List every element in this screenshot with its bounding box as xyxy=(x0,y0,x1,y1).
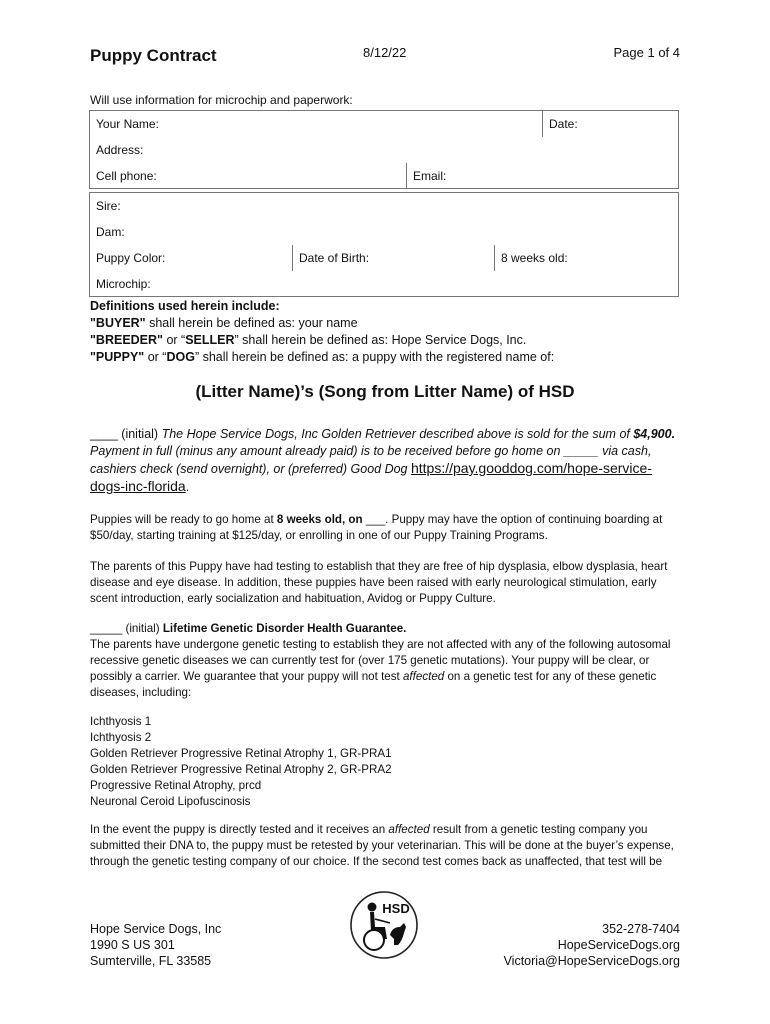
footer-address xyxy=(90,921,221,969)
contact-row xyxy=(90,163,678,189)
dam-field[interactable]: Dam: xyxy=(96,225,125,239)
eight-weeks-field[interactable]: 8 weeks old: xyxy=(501,251,568,265)
email-field[interactable]: Email: xyxy=(413,169,447,183)
dam-row xyxy=(90,219,678,245)
your-name-field[interactable]: Your Name: xyxy=(96,117,159,131)
sale-paragraph: ____ (initial) The Hope Service Dogs, Inc Golden Retriever described above is sold for the sum of $4,900. Payment in full (minus any amount already paid) is to be received before go home on _____ via cash, cashiers check (send overnight), or (preferred) Good Dog https://pay.gooddog.com/hope-service-dogs-inc-florida. xyxy=(90,427,676,494)
footer-phone: 352-278-7404 xyxy=(602,922,680,936)
definitions-section xyxy=(90,298,554,366)
date-field[interactable]: Date: xyxy=(549,117,578,131)
footer-city: Sumterville, FL 33585 xyxy=(90,954,212,968)
list-item: Ichthyosis 2 xyxy=(90,731,152,744)
intro-text: Will use information for microchip and paperwork: xyxy=(90,93,353,107)
hsd-logo-icon xyxy=(348,889,420,961)
definition-buyer: "BUYER" shall herein be defined as: your name xyxy=(90,316,358,330)
footer-website-link[interactable]: HopeServiceDogs.org xyxy=(557,938,680,952)
list-item: Golden Retriever Progressive Retinal Atrophy 2, GR-PRA2 xyxy=(90,763,392,776)
header-date: 8/12/22 xyxy=(363,45,407,60)
address-field[interactable]: Address: xyxy=(96,143,144,157)
footer-email-link[interactable]: Victoria@HopeServiceDogs.org xyxy=(503,954,680,968)
disease-list xyxy=(90,714,680,810)
retest-paragraph: In the event the puppy is directly tested and it receives an affected result from a genetic testing company you submitted their DNA to, the puppy must be retested by your veterinarian. This will be done at the buyer’s expense, through the genetic testing company of our choice. If the second test comes back as unaffected, that test will be xyxy=(90,823,674,868)
puppy-color-field[interactable]: Puppy Color: xyxy=(96,251,166,265)
list-item: Golden Retriever Progressive Retinal Atrophy 1, GR-PRA1 xyxy=(90,747,392,760)
footer-org: Hope Service Dogs, Inc xyxy=(90,922,222,936)
date-of-birth-field[interactable]: Date of Birth: xyxy=(299,251,370,265)
definitions-heading: Definitions used herein include: xyxy=(90,299,280,313)
buyer-info-box xyxy=(89,110,679,189)
puppy-details-row xyxy=(90,245,678,271)
microchip-field[interactable]: Microchip: xyxy=(96,277,151,291)
puppy-info-box xyxy=(89,192,679,297)
page-number: Page 1 of 4 xyxy=(613,45,680,60)
genetic-guarantee-heading: Lifetime Genetic Disorder Health Guarantee. xyxy=(162,622,407,635)
microchip-row xyxy=(90,271,678,297)
name-row xyxy=(90,111,678,137)
list-item: Neuronal Ceroid Lipofuscinosis xyxy=(90,795,251,808)
list-item: Progressive Retinal Atrophy, prcd xyxy=(90,779,262,792)
litter-name-heading: (Litter Name)’s (Song from Litter Name) of HSD xyxy=(195,382,575,401)
footer-contact xyxy=(504,921,680,969)
gooddog-payment-link[interactable]: https://pay.gooddog.com/hope-service-dogs-inc-florida xyxy=(90,460,652,494)
ready-paragraph: Puppies will be ready to go home at 8 weeks old, on ___. Puppy may have the option of continuing boarding at $50/day, starting training at $125/day, or enrolling in one of our Puppy Training Programs. xyxy=(90,513,663,542)
parents-paragraph: The parents of this Puppy have had testing to establish that they are free of hip dysplasia, elbow dysplasia, heart disease and eye disease. In addition, these puppies have been raised with early neurological stimulation, early scent introduction, early socialization and habituation, Avidog or Puppy Culture. xyxy=(90,560,668,605)
address-row xyxy=(90,137,678,163)
definition-breeder: "BREEDER" or “SELLER” shall herein be defined as: Hope Service Dogs, Inc. xyxy=(90,333,527,347)
sire-field[interactable]: Sire: xyxy=(96,199,121,213)
list-item: Ichthyosis 1 xyxy=(90,715,152,728)
svg-text:HSD: HSD xyxy=(382,901,410,916)
cell-phone-field[interactable]: Cell phone: xyxy=(96,169,157,183)
footer-street: 1990 S US 301 xyxy=(90,938,175,952)
definition-puppy: "PUPPY" or “DOG” shall herein be defined as: a puppy with the registered name of: xyxy=(90,350,555,364)
genetic-guarantee-paragraph: _____ (initial) Lifetime Genetic Disorder Health Guarantee. The parents have undergone genetic testing to establish they are not affected with any of the following autosomal recessive genetic diseases we can currently test for (over 175 genetic mutations). Your puppy will be clear, or possibly a carrier. We guarantee that your puppy will not test affected on a genetic test for any of these genetic diseases, including: xyxy=(90,622,671,699)
sire-row xyxy=(90,193,678,219)
document-title: Puppy Contract xyxy=(90,46,217,65)
